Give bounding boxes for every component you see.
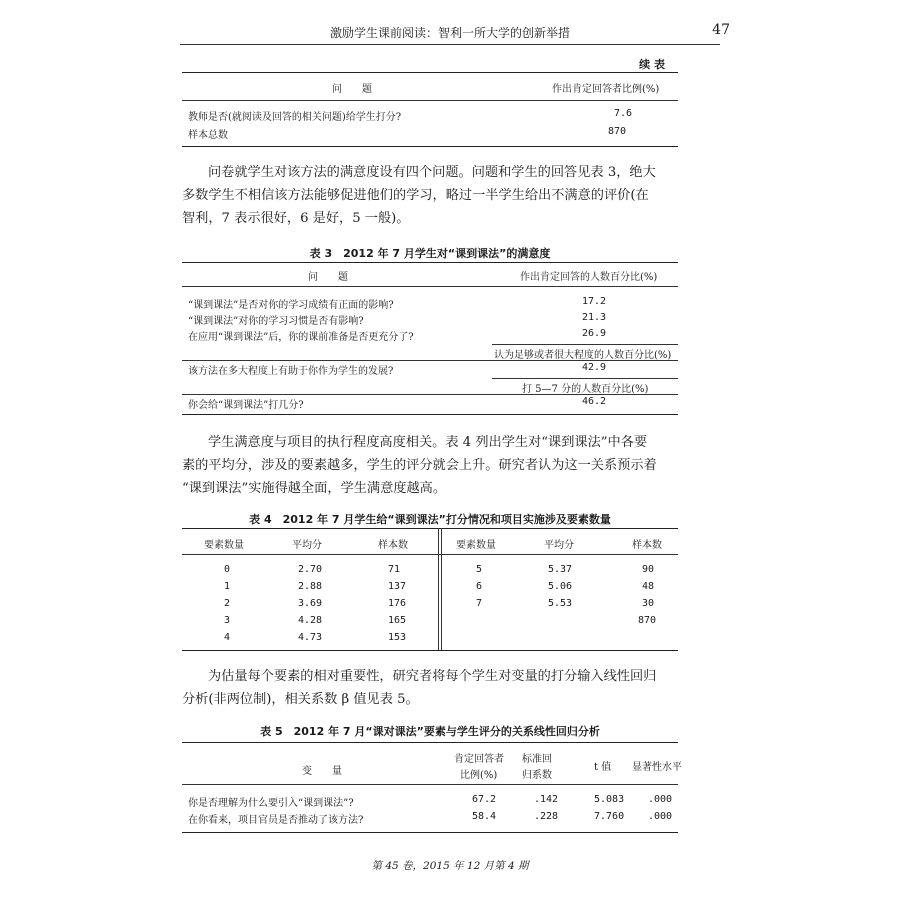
- table-row-question: 该方法在多大程度上有助于你作为学生的发展?: [188, 366, 394, 377]
- table-cell: 5.083: [594, 794, 625, 805]
- table-row-value: 7.6: [614, 108, 633, 119]
- col-header-variable: 变 量: [302, 766, 342, 777]
- table-row-value: 17.2: [582, 296, 607, 307]
- table-cell: 5.06: [548, 581, 573, 592]
- table-row-question: 你是否理解为什么要引入“课到课法”?: [188, 798, 354, 809]
- header-title: 激励学生课前阅读：智利一所大学的创新举措: [329, 26, 570, 40]
- paragraph-line: “课到课法”实施得越全面，学生满意度越高。: [182, 481, 447, 496]
- table-top-rule: [182, 742, 678, 743]
- col-header-t: t 值: [594, 762, 612, 773]
- table-top-rule: [182, 262, 678, 263]
- table-cell: 90: [642, 564, 655, 575]
- table5-caption: 表 5 2012 年 7 月“课对课法”要素与学生评分的关系线性回归分析: [260, 725, 600, 738]
- table-cell: 5.37: [548, 564, 573, 575]
- table-row-value: 870: [608, 126, 627, 137]
- table-row-value: 46.2: [582, 396, 607, 407]
- table-cell: 5.53: [548, 598, 573, 609]
- table-bottom-rule: [182, 650, 678, 651]
- table5: [182, 742, 682, 834]
- col-header-elements: 要素数量: [204, 540, 244, 551]
- row-rule: [182, 394, 678, 395]
- table-cell: 176: [388, 598, 407, 609]
- paragraph-line: 素的平均分，涉及的要素越多，学生的评分就会上升。研究者认为这一关系预示着: [182, 458, 657, 473]
- table-cell: 6: [476, 581, 483, 592]
- page-number: 47: [712, 22, 730, 38]
- table-row-question: “课到课法”对你的学习习惯是否有影响?: [188, 316, 364, 327]
- column-divider: [441, 528, 442, 650]
- table-cell: .000: [648, 794, 673, 805]
- paragraph-line: 问卷就学生对该方法的满意度设有四个问题。问题和学生的回答见表 3，绝大: [208, 165, 656, 180]
- table-cell: 48: [642, 581, 655, 592]
- table4: [182, 528, 678, 650]
- table-cell: 3.69: [298, 598, 323, 609]
- col-header-samples: 样本数: [378, 540, 408, 551]
- table-row-value: 42.9: [582, 362, 607, 373]
- table-cell-total: 870: [638, 615, 657, 626]
- table-row-question: 教师是否(就阅读及回答的相关问题)给学生打分?: [188, 112, 402, 123]
- subheader-rule: [492, 378, 678, 379]
- table-cell: 7.760: [594, 811, 625, 822]
- table-row-question: 在你看来，项目官员是否推动了该方法?: [188, 815, 364, 826]
- col-header-samples: 样本数: [632, 540, 662, 551]
- table-cell: 1: [224, 581, 231, 592]
- col-header-average: 平均分: [292, 540, 322, 551]
- table-bottom-rule: [182, 414, 678, 415]
- table-bottom-rule: [182, 146, 678, 147]
- table-cell: 4.28: [298, 615, 323, 626]
- table-cell: 5: [476, 564, 483, 575]
- table-top-rule: [182, 528, 678, 529]
- col-header-beta-line2: 归系数: [522, 770, 552, 781]
- subheader-percent: 打 5—7 分的人数百分比(%): [522, 384, 649, 395]
- table-cell: 2.70: [298, 564, 323, 575]
- col-header-percent: 作出肯定回答的人数百分比(%): [520, 272, 658, 283]
- table-row-question: 样本总数: [188, 130, 228, 141]
- col-header-average: 平均分: [544, 540, 574, 551]
- table-cell: 71: [388, 564, 401, 575]
- table-row-question: “课到课法”是否对你的学习成绩有正面的影响?: [188, 300, 394, 311]
- col-header-elements: 要素数量: [456, 540, 496, 551]
- table-header-rule: [182, 554, 678, 555]
- table-row-question: 你会给“课到课法”打几分?: [188, 400, 304, 411]
- column-divider: [438, 528, 439, 650]
- col-header-percent-line1: 肯定回答者: [454, 754, 504, 765]
- table-row-value: 21.3: [582, 312, 607, 323]
- table-row-value: 26.9: [582, 328, 607, 339]
- table-cell: 4: [224, 632, 231, 643]
- body-paragraph: [182, 431, 682, 500]
- table3-caption: 表 3 2012 年 7 月学生对“课到课法”的满意度: [309, 247, 551, 260]
- page-footer: 第 45 卷，2015 年 12 月第 4 期: [371, 860, 529, 872]
- continued-table: [182, 72, 678, 146]
- running-header: [180, 22, 730, 45]
- col-header-percent-line2: 比例(%): [460, 770, 498, 781]
- table-cell: 153: [388, 632, 407, 643]
- table-top-rule: [182, 72, 678, 73]
- col-header-question: 问 题: [332, 84, 372, 95]
- table-bottom-rule: [182, 832, 678, 833]
- table-cell: 58.4: [472, 811, 497, 822]
- table-cell: .228: [534, 811, 559, 822]
- table-header-rule: [182, 784, 678, 785]
- table-cell: 30: [642, 598, 655, 609]
- paragraph-line: 分析(非两位制)，相关系数 β 值见表 5。: [182, 692, 419, 707]
- paragraph-line: 学生满意度与项目的执行程度高度相关。表 4 列出学生对“课到课法”中各要: [208, 435, 648, 450]
- table-continued-label: 续 表: [639, 58, 665, 71]
- table-cell: .000: [648, 811, 673, 822]
- table-cell: 2.88: [298, 581, 323, 592]
- subheader-rule: [492, 344, 678, 345]
- col-header-beta-line1: 标准回: [522, 754, 552, 765]
- table-cell: 67.2: [472, 794, 497, 805]
- table4-caption: 表 4 2012 年 7 月学生给“课到课法”打分情况和项目实施涉及要素数量: [249, 513, 611, 526]
- table-header-rule: [182, 100, 678, 101]
- paragraph-line: 智利，7 表示很好，6 是好，5 一般)。: [182, 211, 410, 226]
- body-paragraph: [182, 665, 682, 711]
- table-header-rule: [182, 286, 678, 287]
- table-row-question: 在应用“课到课法”后，你的课前准备是否更充分了?: [188, 332, 414, 343]
- table-cell: 4.73: [298, 632, 323, 643]
- col-header-significance: 显著性水平: [632, 762, 682, 773]
- table-cell: 3: [224, 615, 231, 626]
- table-cell: 165: [388, 615, 407, 626]
- col-header-question: 问 题: [308, 272, 348, 283]
- paragraph-line: 为估量每个要素的相对重要性，研究者将每个学生对变量的打分输入线性回归: [208, 669, 657, 684]
- table-cell: 137: [388, 581, 407, 592]
- subheader-percent: 认为足够或者很大程度的人数百分比(%): [494, 350, 672, 361]
- table-cell: .142: [534, 794, 559, 805]
- body-paragraph: [182, 161, 682, 230]
- table-cell: 2: [224, 598, 231, 609]
- table3: [182, 262, 678, 416]
- row-rule: [182, 360, 678, 361]
- table-cell: 0: [224, 564, 231, 575]
- col-header-percent: 作出肯定回答者比例(%): [552, 84, 660, 95]
- paragraph-line: 多数学生不相信该方法能够促进他们的学习，略过一半学生给出不满意的评价(在: [182, 188, 649, 203]
- table-cell: 7: [476, 598, 483, 609]
